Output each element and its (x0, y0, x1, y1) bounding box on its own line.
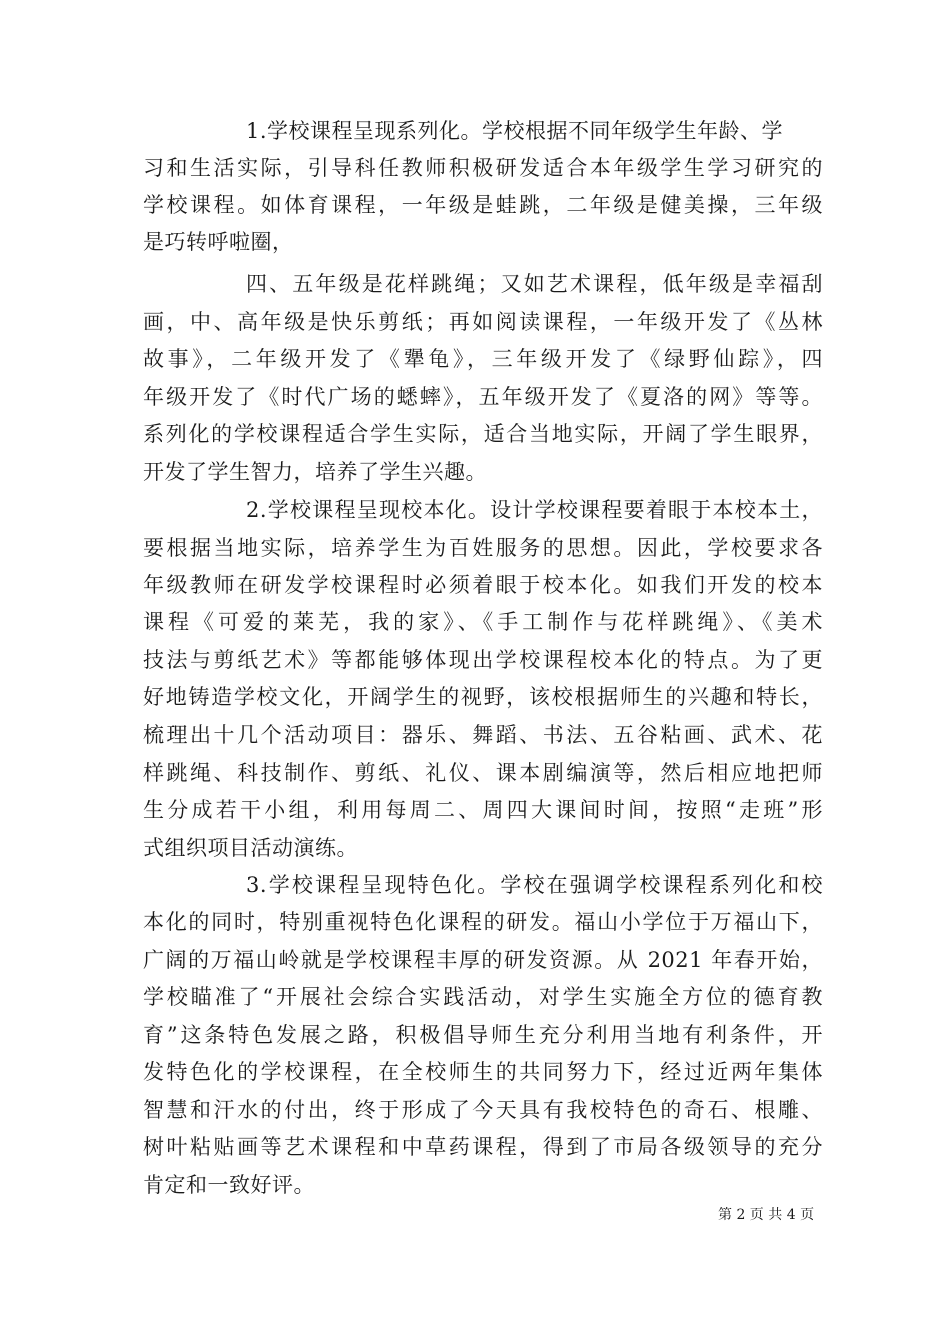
text-line: 学校瞄准了“开展社会综合实践活动，对学生实施全方位的德育教 (143, 985, 823, 1009)
text-line: 广阔的万福山岭就是学校课程丰厚的研发资源。从 2021 年春开始， (143, 948, 823, 972)
text-line: 好地铸造学校文化，开阔学生的视野，该校根据师生的兴趣和特长， (143, 685, 823, 709)
text-line: 2.学校课程呈现校本化。设计学校课程要着眼于本校本土， (246, 498, 823, 522)
text-line: 本化的同时，特别重视特色化课程的研发。福山小学位于万福山下， (143, 910, 823, 934)
text-line: 学校课程。如体育课程，一年级是蛙跳，二年级是健美操，三年级 (143, 193, 823, 217)
text-line: 式组织项目活动演练。 (143, 836, 358, 860)
text-line: 智慧和汗水的付出，终于形成了今天具有我校特色的奇石、根雕、 (143, 1098, 823, 1122)
text-line: 画，中、高年级是快乐剪纸；再如阅读课程，一年级开发了《丛林 (143, 310, 823, 334)
text-line: 年级开发了《时代广场的蟋蟀》，五年级开发了《夏洛的网》等等。 (143, 385, 823, 409)
text-line: 1.学校课程呈现系列化。学校根据不同年级学生年龄、学 (246, 119, 784, 143)
text-line: 育”这条特色发展之路，积极倡导师生充分利用当地有利条件，开 (143, 1023, 823, 1047)
text-line: 是巧转呼啦圈， (143, 230, 294, 254)
text-line: 课程《可爱的莱芜，我的家》、《手工制作与花样跳绳》、《美术 (143, 610, 823, 634)
text-line: 梳理出十几个活动项目：器乐、舞蹈、书法、五谷粘画、武术、花 (143, 723, 823, 747)
text-line: 肯定和一致好评。 (143, 1173, 315, 1197)
text-line: 开发了学生智力，培养了学生兴趣。 (143, 460, 487, 484)
text-line: 生分成若干小组，利用每周二、周四大课间时间，按照“走班”形 (143, 798, 823, 822)
text-line: 3.学校课程呈现特色化。学校在强调学校课程系列化和校 (246, 873, 823, 897)
text-line: 发特色化的学校课程，在全校师生的共同努力下，经过近两年集体 (143, 1060, 823, 1084)
text-line: 样跳绳、科技制作、剪纸、礼仪、课本剧编演等，然后相应地把师 (143, 761, 823, 785)
text-line: 树叶粘贴画等艺术课程和中草药课程，得到了市局各级领导的充分 (143, 1135, 823, 1159)
text-line: 四、五年级是花样跳绳；又如艺术课程，低年级是幸福刮 (246, 272, 823, 296)
page-number: 第 2 页 共 4 页 (718, 1207, 815, 1223)
text-line: 系列化的学校课程适合学生实际，适合当地实际，开阔了学生眼界， (143, 422, 823, 446)
text-line: 习和生活实际，引导科任教师积极研发适合本年级学生学习研究的 (143, 156, 823, 180)
text-line: 故事》，二年级开发了《犟龟》，三年级开发了《绿野仙踪》，四 (143, 347, 823, 371)
text-line: 技法与剪纸艺术》等都能够体现出学校课程校本化的特点。为了更 (143, 648, 823, 672)
text-line: 要根据当地实际，培养学生为百姓服务的思想。因此，学校要求各 (143, 536, 823, 560)
text-line: 年级教师在研发学校课程时必须着眼于校本化。如我们开发的校本 (143, 573, 823, 597)
